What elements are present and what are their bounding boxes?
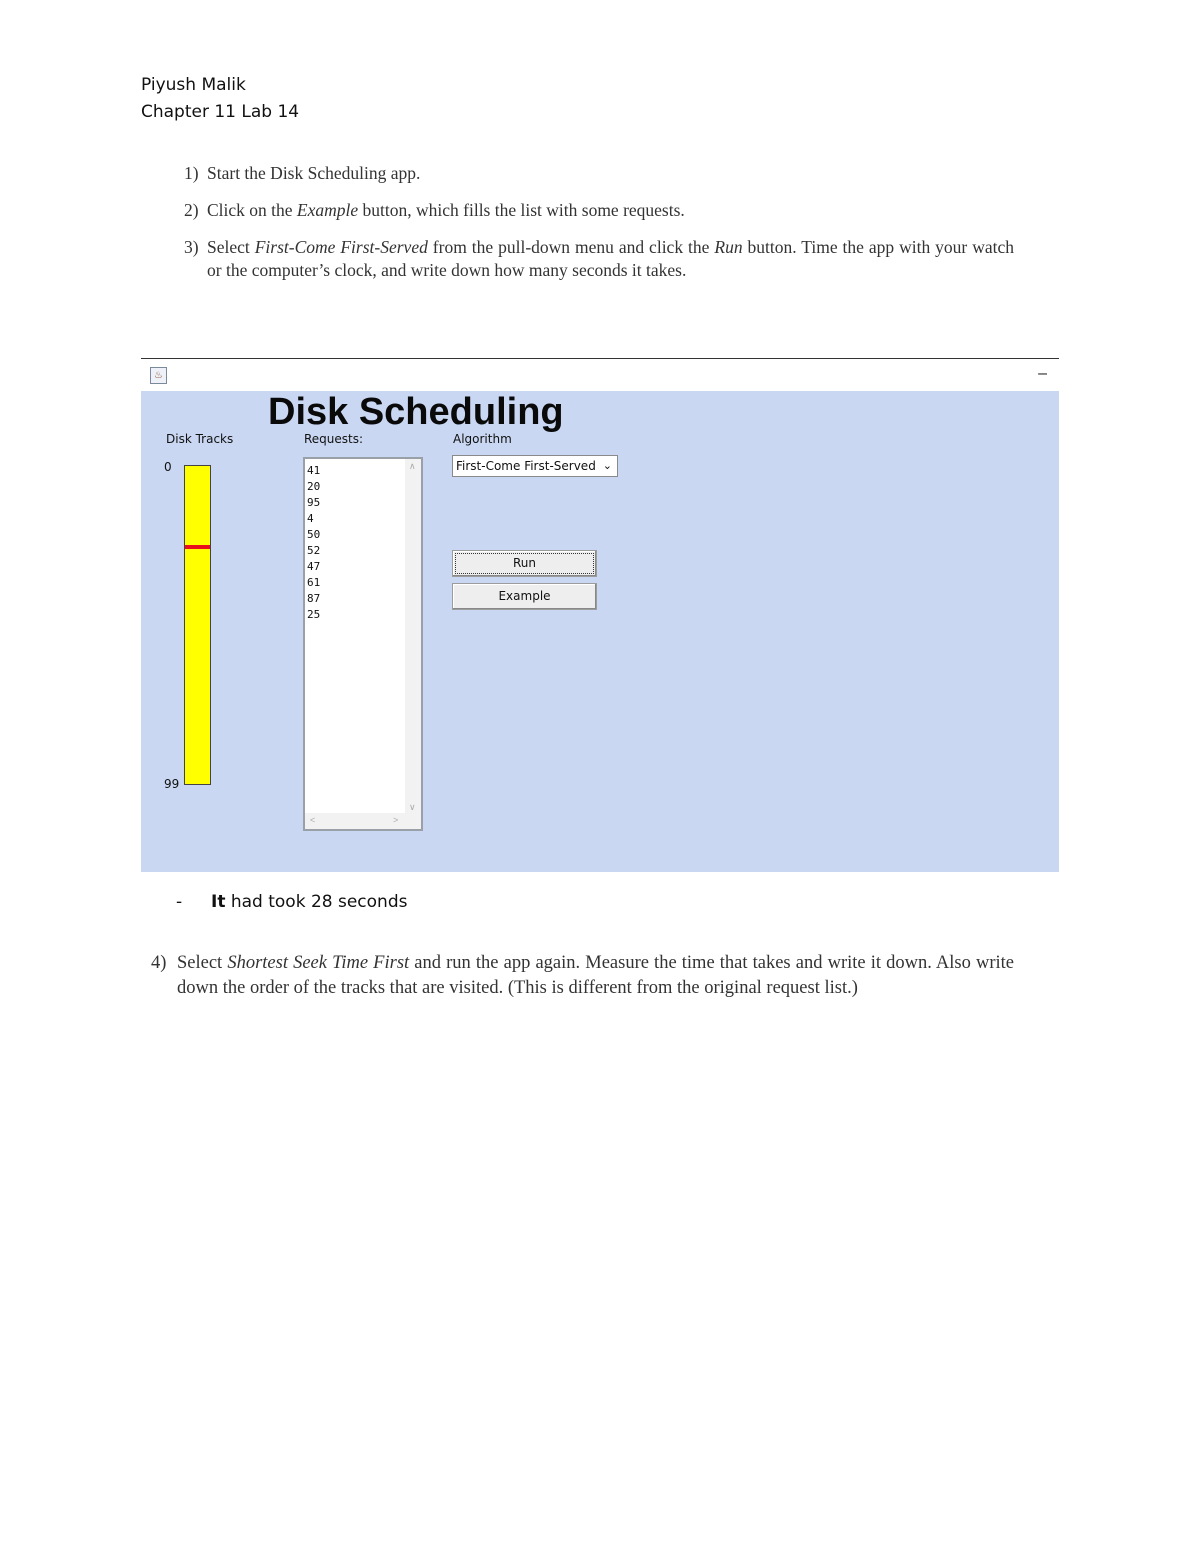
step-text xyxy=(207,199,1014,222)
step-number: 2) xyxy=(184,200,199,220)
request-item[interactable]: 61 xyxy=(307,576,321,589)
instruction-steps xyxy=(184,162,1014,296)
request-item[interactable]: 47 xyxy=(307,560,321,573)
step-text-italic: Example xyxy=(296,200,359,220)
request-item[interactable]: 20 xyxy=(307,480,321,493)
chapter-heading: Chapter 11 Lab 14 xyxy=(141,102,300,122)
step-4 xyxy=(151,951,1014,1000)
minimize-button[interactable]: – xyxy=(1038,365,1047,382)
step-text-part: Select xyxy=(207,237,255,257)
scroll-left-icon[interactable]: < xyxy=(310,815,316,825)
step-text xyxy=(177,951,1014,1000)
step-text-italic: Shortest Seek Time First xyxy=(227,953,410,973)
disk-tracks-label: Disk Tracks xyxy=(166,432,234,446)
step-number: 4) xyxy=(151,953,167,973)
step-text-part: button. Time the app with your watch or the computer’s clock, and write down how many seconds it takes. xyxy=(207,237,1014,280)
requests-list[interactable] xyxy=(303,457,423,831)
answer-bullet xyxy=(176,892,407,912)
request-item[interactable]: 52 xyxy=(307,544,321,557)
step-text-part: and run the app again. Measure the time that takes and write it down. Also write down the order of the tracks that are visited. (This is different from the original request list.) xyxy=(177,953,1015,998)
bullet-dash: - xyxy=(176,892,183,912)
horizontal-scrollbar[interactable] xyxy=(305,813,421,829)
algorithm-selected-value: First-Come First-Served xyxy=(456,459,596,473)
author-name: Piyush Malik xyxy=(141,75,246,95)
scroll-down-icon[interactable]: ∨ xyxy=(409,802,416,812)
step-number: 3) xyxy=(184,237,199,257)
window-title-bar xyxy=(141,358,1059,392)
chevron-down-icon: ⌄ xyxy=(602,459,612,472)
algorithm-dropdown[interactable] xyxy=(452,455,618,477)
request-item[interactable]: 4 xyxy=(307,512,314,525)
app-title: Disk Scheduling xyxy=(268,391,564,433)
requests-items xyxy=(305,459,421,623)
disk-scheduling-window xyxy=(141,358,1059,872)
app-panel xyxy=(141,391,1059,872)
run-button[interactable]: Run xyxy=(452,550,597,577)
step-number: 1) xyxy=(184,163,199,183)
request-item[interactable]: 50 xyxy=(307,528,321,541)
step-text-part: Select xyxy=(177,953,228,973)
vertical-scrollbar[interactable] xyxy=(405,459,421,815)
step-2 xyxy=(184,199,1014,222)
scroll-right-icon[interactable]: > xyxy=(393,815,399,825)
step-text-part: button, which fills the list with some requests. xyxy=(358,200,685,220)
algorithm-label: Algorithm xyxy=(453,432,512,446)
requests-label: Requests: xyxy=(304,432,364,446)
step-text xyxy=(207,236,1014,282)
request-item[interactable]: 41 xyxy=(307,464,321,477)
step-text-italic: Run xyxy=(714,237,743,257)
request-item[interactable]: 25 xyxy=(307,608,321,621)
step-text xyxy=(207,162,1014,185)
track-max-label: 99 xyxy=(164,777,180,791)
step-text-italic: First-Come First-Served xyxy=(254,237,428,257)
track-min-label: 0 xyxy=(164,460,172,474)
disk-head-marker xyxy=(185,545,210,549)
example-button[interactable]: Example xyxy=(452,583,597,610)
step-text-part: from the pull-down menu and click the xyxy=(427,237,715,257)
step-text-part: Start the Disk Scheduling app. xyxy=(207,163,421,183)
answer-text: had took 28 seconds xyxy=(225,892,408,912)
answer-bold: It xyxy=(211,892,226,912)
scroll-up-icon[interactable]: ∧ xyxy=(409,461,416,471)
step-3 xyxy=(184,236,1014,282)
step-1 xyxy=(184,162,1014,185)
request-item[interactable]: 87 xyxy=(307,592,321,605)
java-icon[interactable]: ♨ xyxy=(150,367,167,384)
request-item[interactable]: 95 xyxy=(307,496,321,509)
disk-track-bar xyxy=(184,465,211,785)
step-text-part: Click on the xyxy=(207,200,297,220)
